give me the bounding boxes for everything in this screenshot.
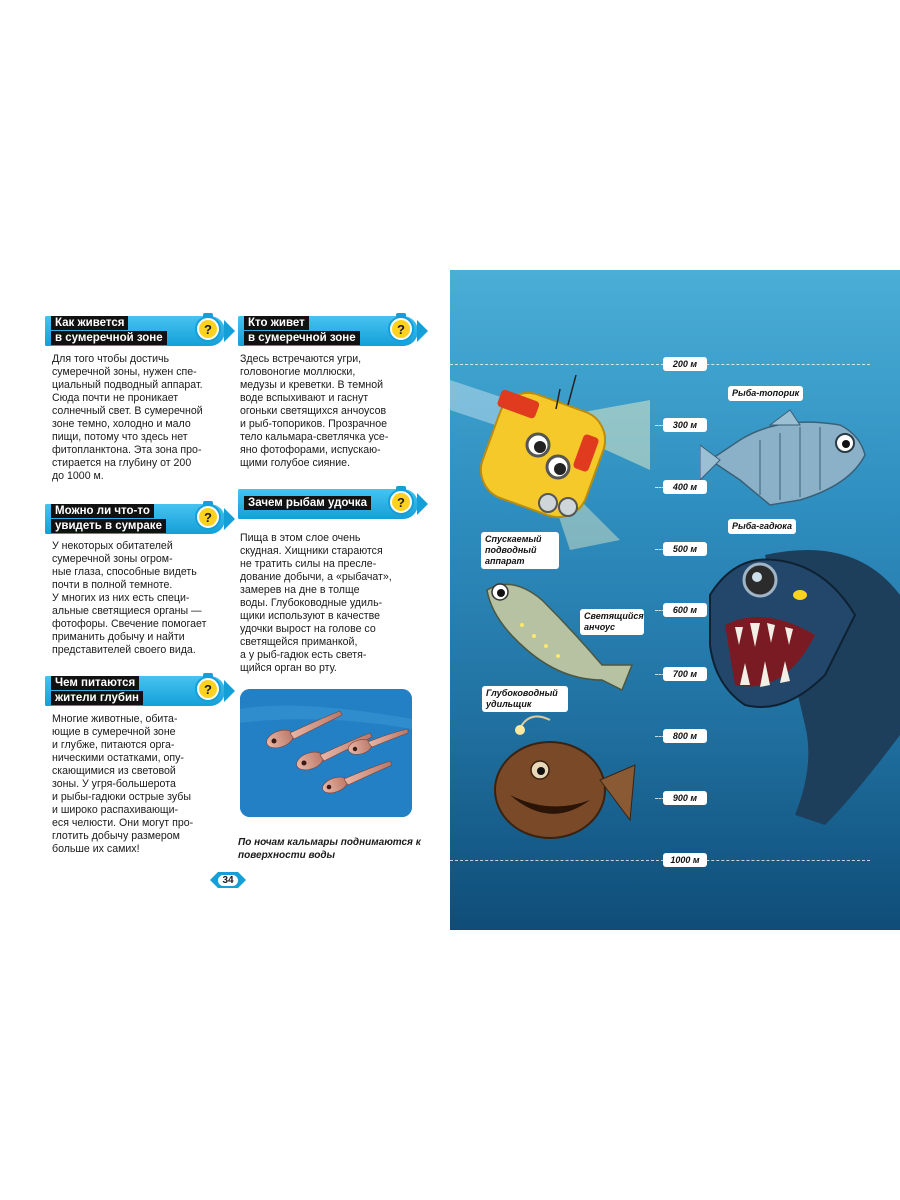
question-mark-icon — [193, 500, 223, 530]
depth-label: 500 м — [663, 542, 707, 556]
depth-label: 900 м — [663, 791, 707, 805]
heading-fishing-rod — [238, 485, 418, 521]
section-text-who-lives: Здесь встречаются угри, головоногие моллюски, медузы и креветки. В темной воде вспыхивают и гаснут огоньки светящихся анчоусов и рыб-топориков. Прозрачное тело кальмара-светлячка усе- яно фотофорами, испускаю- щими голубое сияние. — [240, 353, 389, 469]
section-text-what-eat: Многие животные, обита- ющие в сумеречной зоне и глубже, питаются орга- ническими остатками, опу- скающимися из световой зоны. У угря-большерота и рыбы-гадюки острые зубы и широко распахивающи- еся челюсти. Они могут про- глотить добычу размером больше их самих! — [52, 713, 194, 855]
section-text-fishing-rod: Пища в этом слое очень скудная. Хищники стараются не тратить силы на пресле- дование добычи, а «рыбачат», замерев на дне в толще воды. Глубоководные удиль- щики используют в качестве удочки вырост на голове со светящейся приманкой, а у рыб-гадюк есть светя- щийся орган во рту. — [240, 532, 392, 674]
label-submersible: Спускаемый подводный аппарат — [481, 532, 559, 569]
label-hatchetfish: Рыба-топорик — [728, 386, 803, 401]
question-mark-icon — [193, 672, 223, 702]
svg-text:?: ? — [204, 510, 212, 525]
heading-line: Чем питаются — [51, 676, 139, 690]
heading-line: Кто живет — [244, 316, 309, 330]
photo-caption: По ночам кальмары поднимаются к поверхности воды — [238, 837, 421, 861]
svg-text:?: ? — [397, 322, 405, 337]
depth-label: 600 м — [663, 603, 707, 617]
question-mark-icon — [386, 312, 416, 342]
heading-line: Можно ли что-то — [51, 504, 154, 518]
label-anchovy: Светящийся анчоус — [580, 609, 644, 635]
depth-label: 300 м — [663, 418, 707, 432]
left-page — [0, 270, 450, 930]
depth-label: 800 м — [663, 729, 707, 743]
svg-text:?: ? — [204, 322, 212, 337]
page-number — [208, 870, 248, 890]
heading-line: в сумеречной зоне — [244, 331, 360, 345]
heading-who-lives — [238, 312, 418, 348]
viperfish-illustration — [705, 535, 900, 835]
svg-text:?: ? — [397, 495, 405, 510]
heading-line: в сумеречной зоне — [51, 331, 167, 345]
depth-label: 700 м — [663, 667, 707, 681]
page-number-text: 34 — [216, 873, 240, 888]
hatchetfish-illustration — [700, 405, 880, 515]
heading-line: увидеть в сумраке — [51, 519, 166, 533]
book-spread — [0, 270, 900, 930]
depth-label: 200 м — [663, 357, 707, 371]
section-text-see-in-dark: У некоторых обитателей сумеречной зоны огром- ные глаза, способные видеть почти в полной темноте. У многих из них есть специ- альные светящиеся органы — фотофоры. Свечение помогает приманить добычу и найти представителей своего вида. — [52, 540, 207, 656]
section-text-twilight-life: Для того чтобы достичь сумеречной зоны, нужен спе- циальный подводный аппарат. Сюда почти не проникает солнечный свет. В сумеречной зоне темно, холодно и мало пищи, потому что здесь нет фитопланктона. Эта зона про- стирается на глубину от 200 до 1000 м. — [52, 353, 203, 482]
heading-line: жители глубин — [51, 691, 143, 705]
heading-see-in-dark — [45, 500, 225, 536]
heading-line: Как живется — [51, 316, 128, 330]
right-page — [450, 270, 900, 930]
label-anglerfish: Глубоководный удильщик — [482, 686, 568, 712]
anglerfish-illustration — [480, 710, 640, 850]
heading-line: Зачем рыбам удочка — [244, 496, 371, 510]
heading-what-eat — [45, 672, 225, 708]
submersible-illustration — [468, 375, 628, 535]
depth-label: 400 м — [663, 480, 707, 494]
svg-text:?: ? — [204, 682, 212, 697]
squid-photo — [240, 689, 412, 817]
depth-label: 1000 м — [663, 853, 707, 867]
question-mark-icon — [386, 485, 416, 515]
label-viperfish: Рыба-гадюка — [728, 519, 796, 534]
heading-twilight-life — [45, 312, 225, 348]
question-mark-icon — [193, 312, 223, 342]
